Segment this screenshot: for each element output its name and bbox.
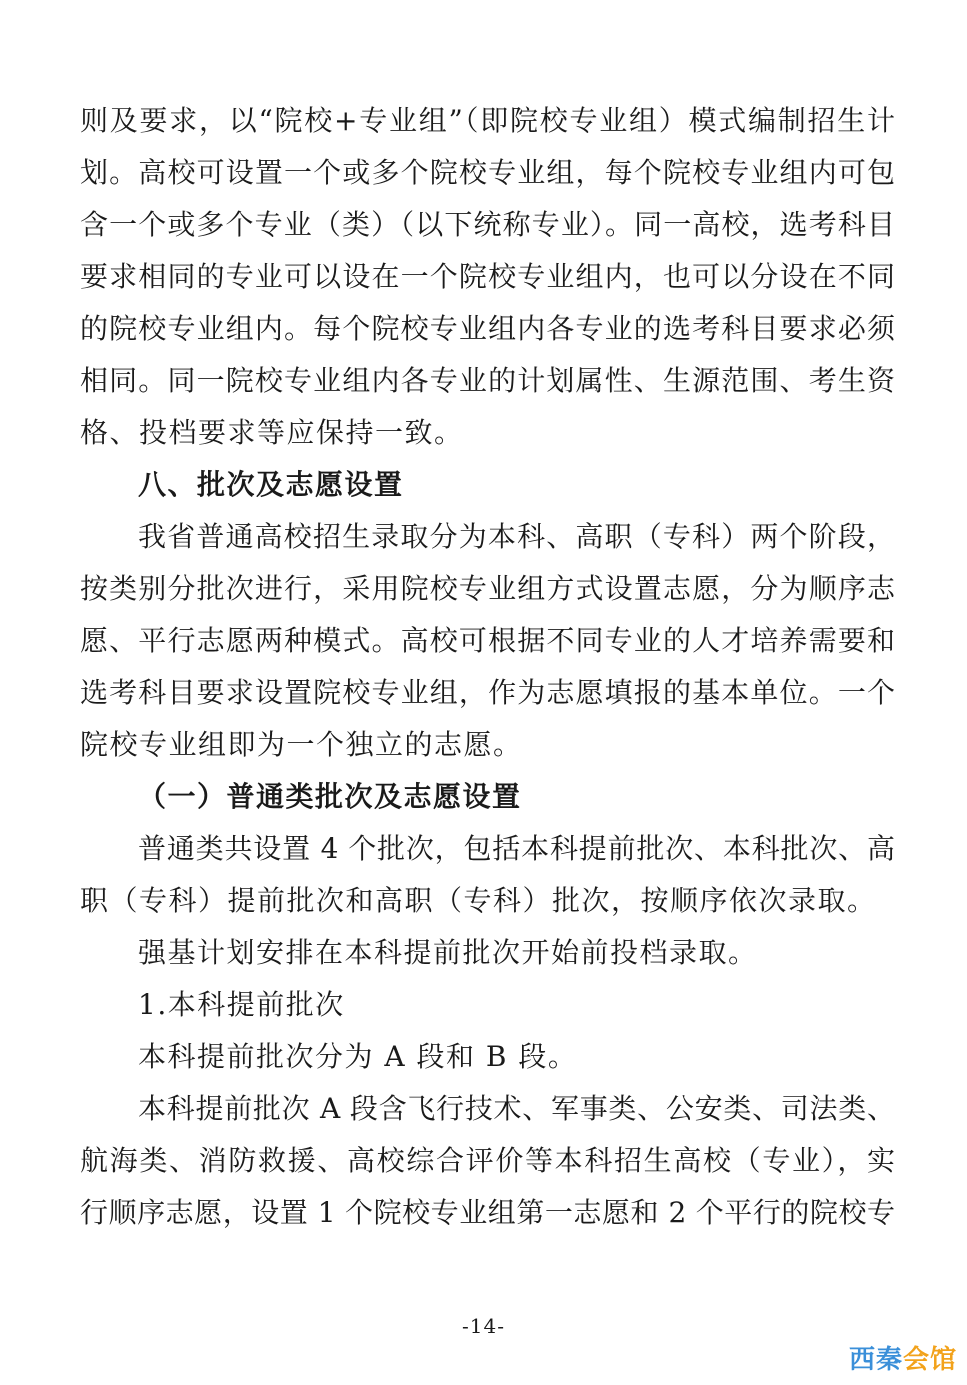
watermark-logo bbox=[849, 1343, 957, 1377]
numbered-subheading: 1.本科提前批次 bbox=[138, 988, 345, 1021]
subsection-heading: （一）普通类批次及志愿设置 bbox=[138, 780, 522, 813]
body-text-line: 普通类共设置 4 个批次，包括本科提前批次、本科批次、高 bbox=[138, 832, 895, 865]
body-text-line: 按类别分批次进行，采用院校专业组方式设置志愿，分为顺序志 bbox=[80, 572, 895, 605]
body-text-line: 相同。同一院校专业组内各专业的计划属性、生源范围、考生资 bbox=[80, 364, 895, 397]
body-text-line: 强基计划安排在本科提前批次开始前投档录取。 bbox=[138, 936, 758, 969]
body-text-line: 划。高校可设置一个或多个院校专业组，每个院校专业组内可包 bbox=[80, 156, 895, 189]
body-text-line: 则及要求，以“院校+专业组”（即院校专业组）模式编制招生计 bbox=[80, 104, 895, 137]
body-text-line: 愿、平行志愿两种模式。高校可根据不同专业的人才培养需要和 bbox=[80, 624, 895, 657]
body-text-line: 的院校专业组内。每个院校专业组内各专业的选考科目要求必须 bbox=[80, 312, 895, 345]
body-text-line: 格、投档要求等应保持一致。 bbox=[80, 416, 464, 449]
body-text-line: 航海类、消防救援、高校综合评价等本科招生高校（专业），实 bbox=[80, 1144, 895, 1177]
body-text-line: 本科提前批次 A 段含飞行技术、军事类、公安类、司法类、 bbox=[138, 1092, 895, 1125]
body-text-line: 我省普通高校招生录取分为本科、高职（专科）两个阶段， bbox=[138, 520, 895, 553]
body-text-line: 含一个或多个专业（类）（以下统称专业）。同一高校，选考科目 bbox=[80, 208, 895, 241]
body-text-line: 院校专业组即为一个独立的志愿。 bbox=[80, 728, 523, 761]
body-text-line: 行顺序志愿，设置 1 个院校专业组第一志愿和 2 个平行的院校专 bbox=[80, 1196, 895, 1229]
body-text-line: 职（专科）提前批次和高职（专科）批次，按顺序依次录取。 bbox=[80, 884, 877, 917]
watermark-part-2: 会馆 bbox=[902, 1345, 957, 1375]
watermark-part-1: 西秦 bbox=[848, 1345, 903, 1375]
body-text-line: 选考科目要求设置院校专业组，作为志愿填报的基本单位。一个 bbox=[80, 676, 895, 709]
page-number: -14- bbox=[462, 1314, 505, 1338]
body-text-line: 本科提前批次分为 A 段和 B 段。 bbox=[138, 1040, 578, 1073]
body-text-line: 要求相同的专业可以设在一个院校专业组内，也可以分设在不同 bbox=[80, 260, 895, 293]
section-heading: 八、批次及志愿设置 bbox=[138, 468, 404, 501]
